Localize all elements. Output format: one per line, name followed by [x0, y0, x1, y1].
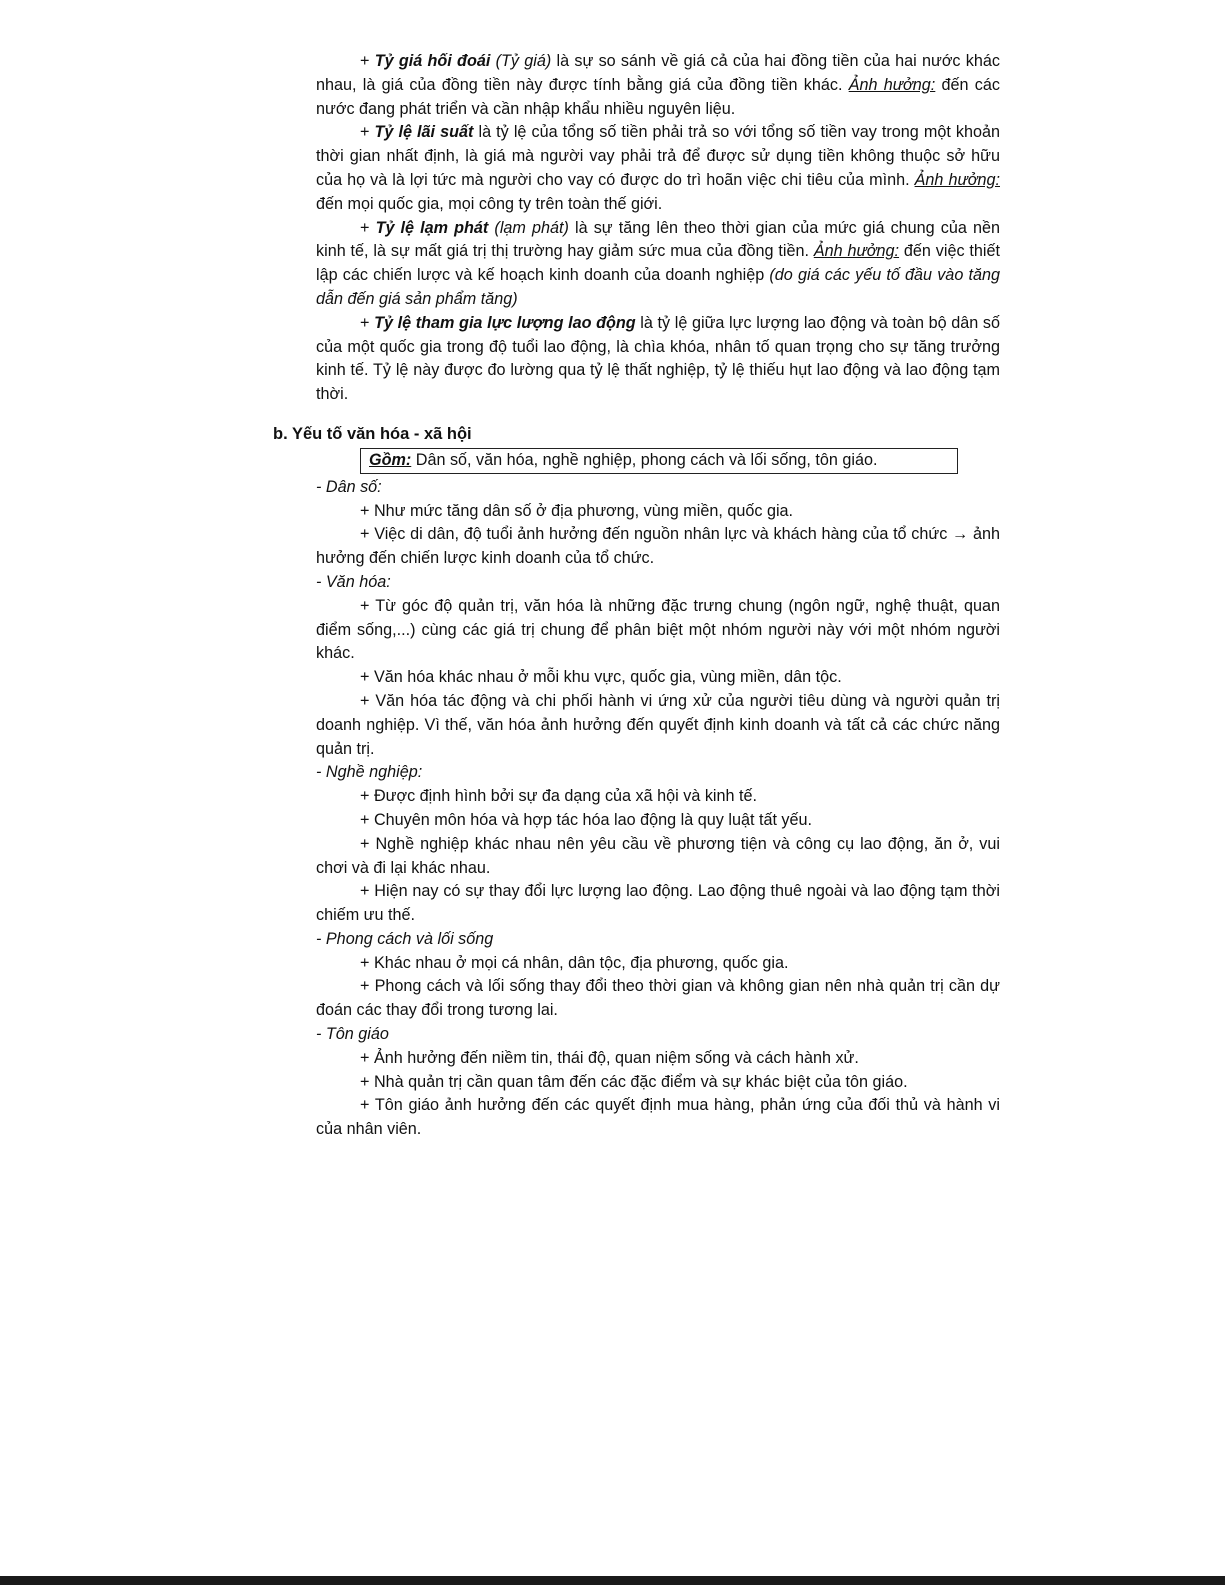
labor-participation-term: Tỷ lệ tham gia lực lượng lao động: [374, 313, 636, 332]
summary-box-text: Dân số, văn hóa, nghề nghiệp, phong cách và lối sống, tôn giáo.: [411, 450, 878, 469]
bullet-marker: +: [360, 123, 375, 142]
exchange-rate-text: là sự so sánh về giá cả của hai đồng tiền của hai nước khác nhau, là giá của đồng tiền này được tính bằng giá của đồng tiền khác.: [316, 52, 1000, 94]
list-item: + Văn hóa tác động và chi phối hành vi ứng xử của người tiêu dùng và người quản trị doanh nghiệp. Vì thế, văn hóa ảnh hưởng đến quyết định kinh doanh và tất cả các chức năng quản trị.: [316, 691, 1000, 758]
culture-title: - Văn hóa:: [316, 572, 391, 591]
list-item: + Tôn giáo ảnh hưởng đến các quyết định mua hàng, phản ứng của đối thủ và hành vi của nhân viên.: [316, 1096, 1000, 1139]
inflation-effect-label: Ảnh hưởng:: [813, 242, 900, 261]
exchange-rate-term: Tỷ giá hối đoái: [374, 52, 491, 70]
list-item: + Chuyên môn hóa và hợp tác hóa lao động là quy luật tất yếu.: [360, 810, 813, 829]
interest-rate-text: là tỷ lệ của tổng số tiền phải trả so với tổng số tiền vay trong một khoản thời gian nhất định, là giá mà người vay phải trả để được sử dụng tiền không thuộc sở hữu của họ và là lợi tức mà người cho vay có được do trì hoãn việc chi tiêu của mình.: [316, 123, 1001, 189]
list-item: + Hiện nay có sự thay đổi lực lượng lao động. Lao động thuê ngoài và lao động tạm thời chiếm ưu thế.: [316, 882, 1000, 925]
list-item: + Văn hóa khác nhau ở mỗi khu vực, quốc gia, vùng miền, dân tộc.: [360, 668, 842, 687]
interest-rate-effect-text: đến mọi quốc gia, mọi công ty trên toàn thế giới.: [316, 194, 663, 213]
exchange-rate-effect-label: Ảnh hưởng:: [848, 75, 936, 94]
list-item: + Phong cách và lối sống thay đổi theo thời gian và không gian nên nhà quản trị cần dự đoán các thay đổi trong tương lai.: [316, 977, 1000, 1020]
list-item: + Khác nhau ở mọi cá nhân, dân tộc, địa phương, quốc gia.: [360, 953, 789, 972]
inflation-term: Tỷ lệ lạm phát: [375, 218, 489, 237]
list-item: + Ảnh hưởng đến niềm tin, thái độ, quan niệm sống và cách hành xử.: [360, 1048, 859, 1067]
population-title: - Dân số:: [316, 477, 382, 496]
interest-rate-effect-label: Ảnh hưởng:: [914, 170, 1000, 189]
religion-title: - Tôn giáo: [316, 1025, 389, 1044]
inflation-effect-text: đến việc thiết lập các chiến lược và kế hoạch kinh doanh của doanh nghiệp: [316, 242, 1000, 285]
inflation-paragraph: [316, 217, 1000, 312]
exchange-rate-paragraph: [316, 50, 1000, 121]
summary-box: [360, 448, 958, 474]
list-item: + Nhà quản trị cần quan tâm đến các đặc điểm và sự khác biệt của tôn giáo.: [360, 1072, 908, 1091]
scan-bottom-border: [0, 1576, 1225, 1585]
list-item: + Như mức tăng dân số ở địa phương, vùng miền, quốc gia.: [360, 501, 794, 520]
inflation-alt: (lạm phát): [488, 218, 569, 237]
inflation-note: (do giá các yếu tố đầu vào tăng dẫn đến giá sản phẩm tăng): [316, 266, 1000, 308]
exchange-rate-alt: (Tỷ giá): [490, 52, 552, 70]
labor-participation-paragraph: [316, 312, 1000, 407]
interest-rate-term: Tỷ lệ lãi suất: [374, 123, 474, 142]
section-heading: b. Yếu tố văn hóa - xã hội: [273, 424, 472, 443]
list-item: + Nghề nghiệp khác nhau nên yêu cầu về phương tiện và công cụ lao động, ăn ở, vui chơi và đi lại khác nhau.: [316, 834, 1000, 877]
lifestyle-title: - Phong cách và lối sống: [316, 929, 494, 948]
interest-rate-paragraph: [316, 121, 1000, 216]
bullet-marker: +: [360, 218, 376, 237]
occupation-title: - Nghề nghiệp:: [316, 763, 423, 782]
labor-participation-text: là tỷ lệ giữa lực lượng lao động và toàn bộ dân số của một quốc gia trong độ tuổi lao động, là chìa khóa, nhân tố quan trọng cho sự tăng trưởng kinh tế. Tỷ lệ này được đo lường qua tỷ lệ thất nghiệp, tỷ lệ thiếu hụt lao động và lao động tạm thời.: [316, 313, 1000, 404]
list-item: + Việc di dân, độ tuổi ảnh hưởng đến nguồn nhân lực và khách hàng của tổ chức → ảnh hưởng đến chiến lược kinh doanh của tổ chức.: [316, 525, 1000, 568]
summary-box-label: Gồm:: [369, 450, 412, 469]
list-item: + Được định hình bởi sự đa dạng của xã hội và kinh tế.: [360, 787, 758, 806]
exchange-rate-effect-text: đến các nước đang phát triển và cần nhập khẩu nhiều nguyên liệu.: [316, 75, 1000, 118]
bullet-marker: +: [360, 313, 375, 332]
page-content: [273, 50, 1001, 1142]
bullet-marker: +: [360, 52, 375, 70]
list-item: + Từ góc độ quản trị, văn hóa là những đặc trưng chung (ngôn ngữ, nghệ thuật, quan điểm sống,...) cùng các giá trị chung để phân biệt một nhóm người này với một nhóm người khác.: [316, 596, 1000, 663]
inflation-text: là sự tăng lên theo thời gian của mức giá chung của nền kinh tế, là sự mất giá trị thị trường hay giảm sức mua của đồng tiền.: [316, 218, 1000, 261]
